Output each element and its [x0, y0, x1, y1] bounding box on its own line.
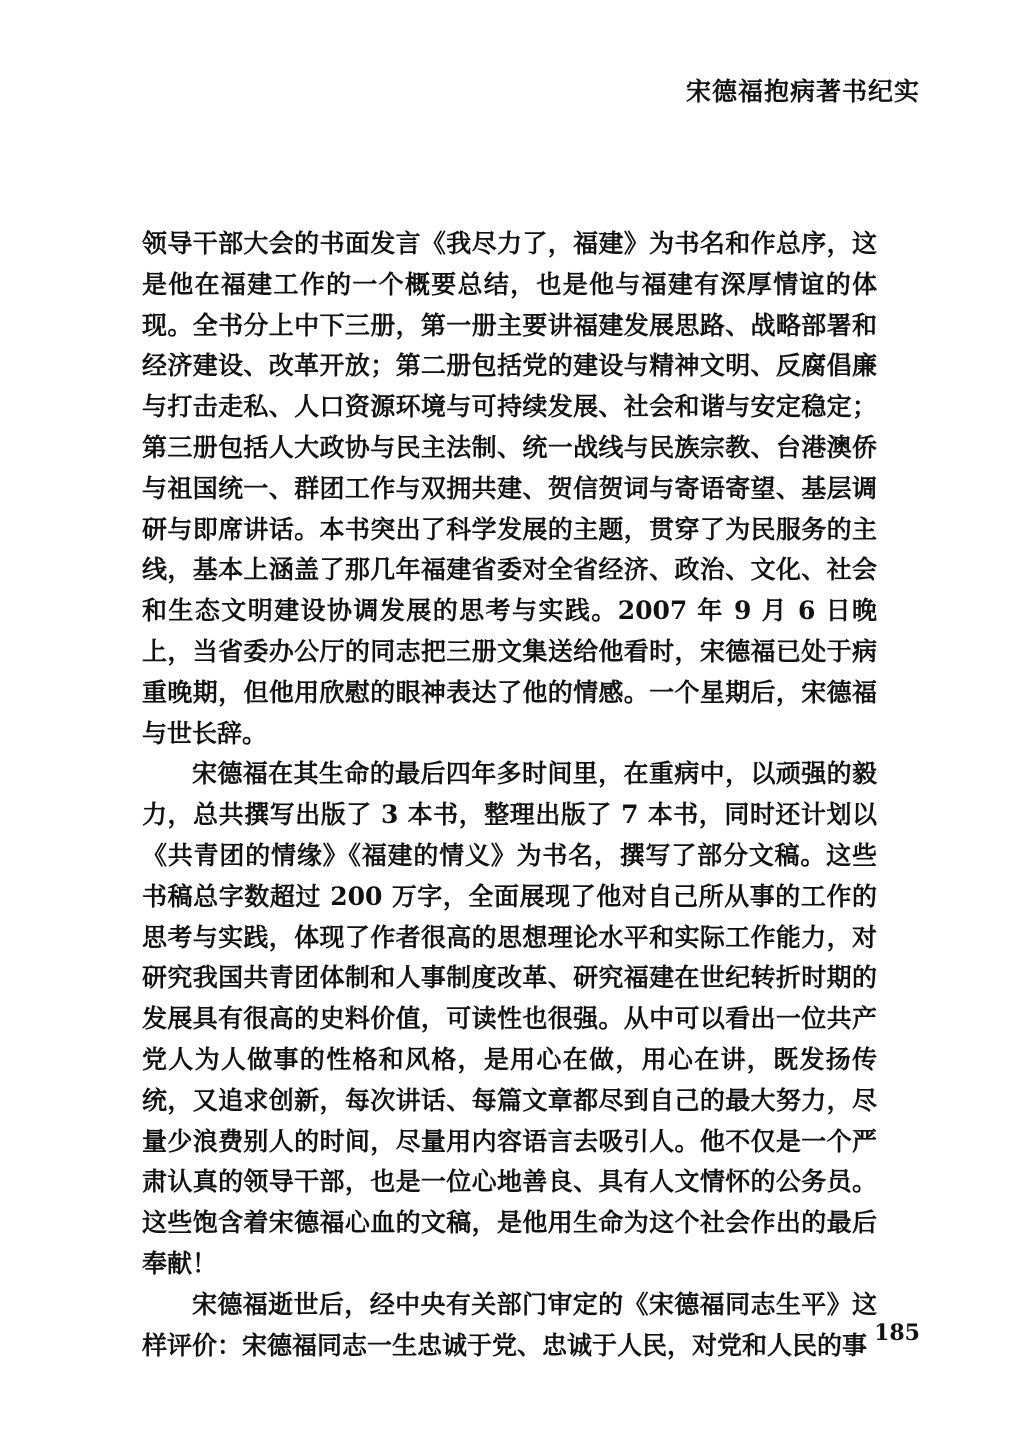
paragraph: 宋德福逝世后，经中央有关部门审定的《宋德福同志生平》这样评价：宋德福同志一生忠诚于党、忠诚于人民，对党和人民的事 — [142, 1289, 877, 1360]
paragraph: 宋德福在其生命的最后四年多时间里，在重病中，以顽强的毅力，总共撰写出版了 3 本书，整理出版了 7 本书，同时还计划以《共青团的情缘》《福建的情义》为书名，撰写了部分文稿。这些书稿总字数超过 200 万字，全面展现了他对自己所从事的工作的思考与实践，体现了作者很高的思想理论水平和实际工作能力，对研究我国共青团体制和人事制度改革、研究福建在世纪转折时期的发展具有很高的史料价值，可读性也很强。从中可以看出一位共产党人为人做事的性格和风格，是用心在做，用心在讲，既发扬传统，又追求创新，每次讲话、每篇文章都尽到自己的最大努力，尽量少浪费别人的时间，尽量用内容语言去吸引人。他不仅是一个严肃认真的领导干部，也是一位心地善良、具有人文情怀的公务员。这些饱含着宋德福心血的文稿，是他用生命为这个社会作出的最后奉献！ — [142, 759, 877, 1278]
running-head-title: 宋德福抱病著书纪实 — [685, 77, 920, 106]
paragraph-continued: 领导干部大会的书面发言《我尽力了，福建》为书名和作总序，这是他在福建工作的一个概要总结，也是他与福建有深厚情谊的体现。全书分上中下三册，第一册主要讲福建发展思路、战略部署和经济建设、改革开放；第二册包括党的建设与精神文明、反腐倡廉与打击走私、人口资源环境与可持续发展、社会和谐与安定稳定；第三册包括人大政协与民主法制、统一战线与民族宗教、台港澳侨与祖国统一、群团工作与双拥共建、贺信贺词与寄语寄望、基层调研与即席讲话。本书突出了科学发展的主题，贯穿了为民服务的主线，基本上涵盖了那几年福建省委对全省经济、政治、文化、社会和生态文明建设协调发展的思考与实践。2007 年 9 月 6 日晚上，当省委办公厅的同志把三册文集送给他看时，宋德福已处于病重晚期，但他用欣慰的眼神表达了他的情感。一个星期后，宋德福与世长辞。 — [142, 229, 877, 748]
body-text — [142, 224, 877, 1366]
page-number: 185 — [874, 1320, 920, 1346]
